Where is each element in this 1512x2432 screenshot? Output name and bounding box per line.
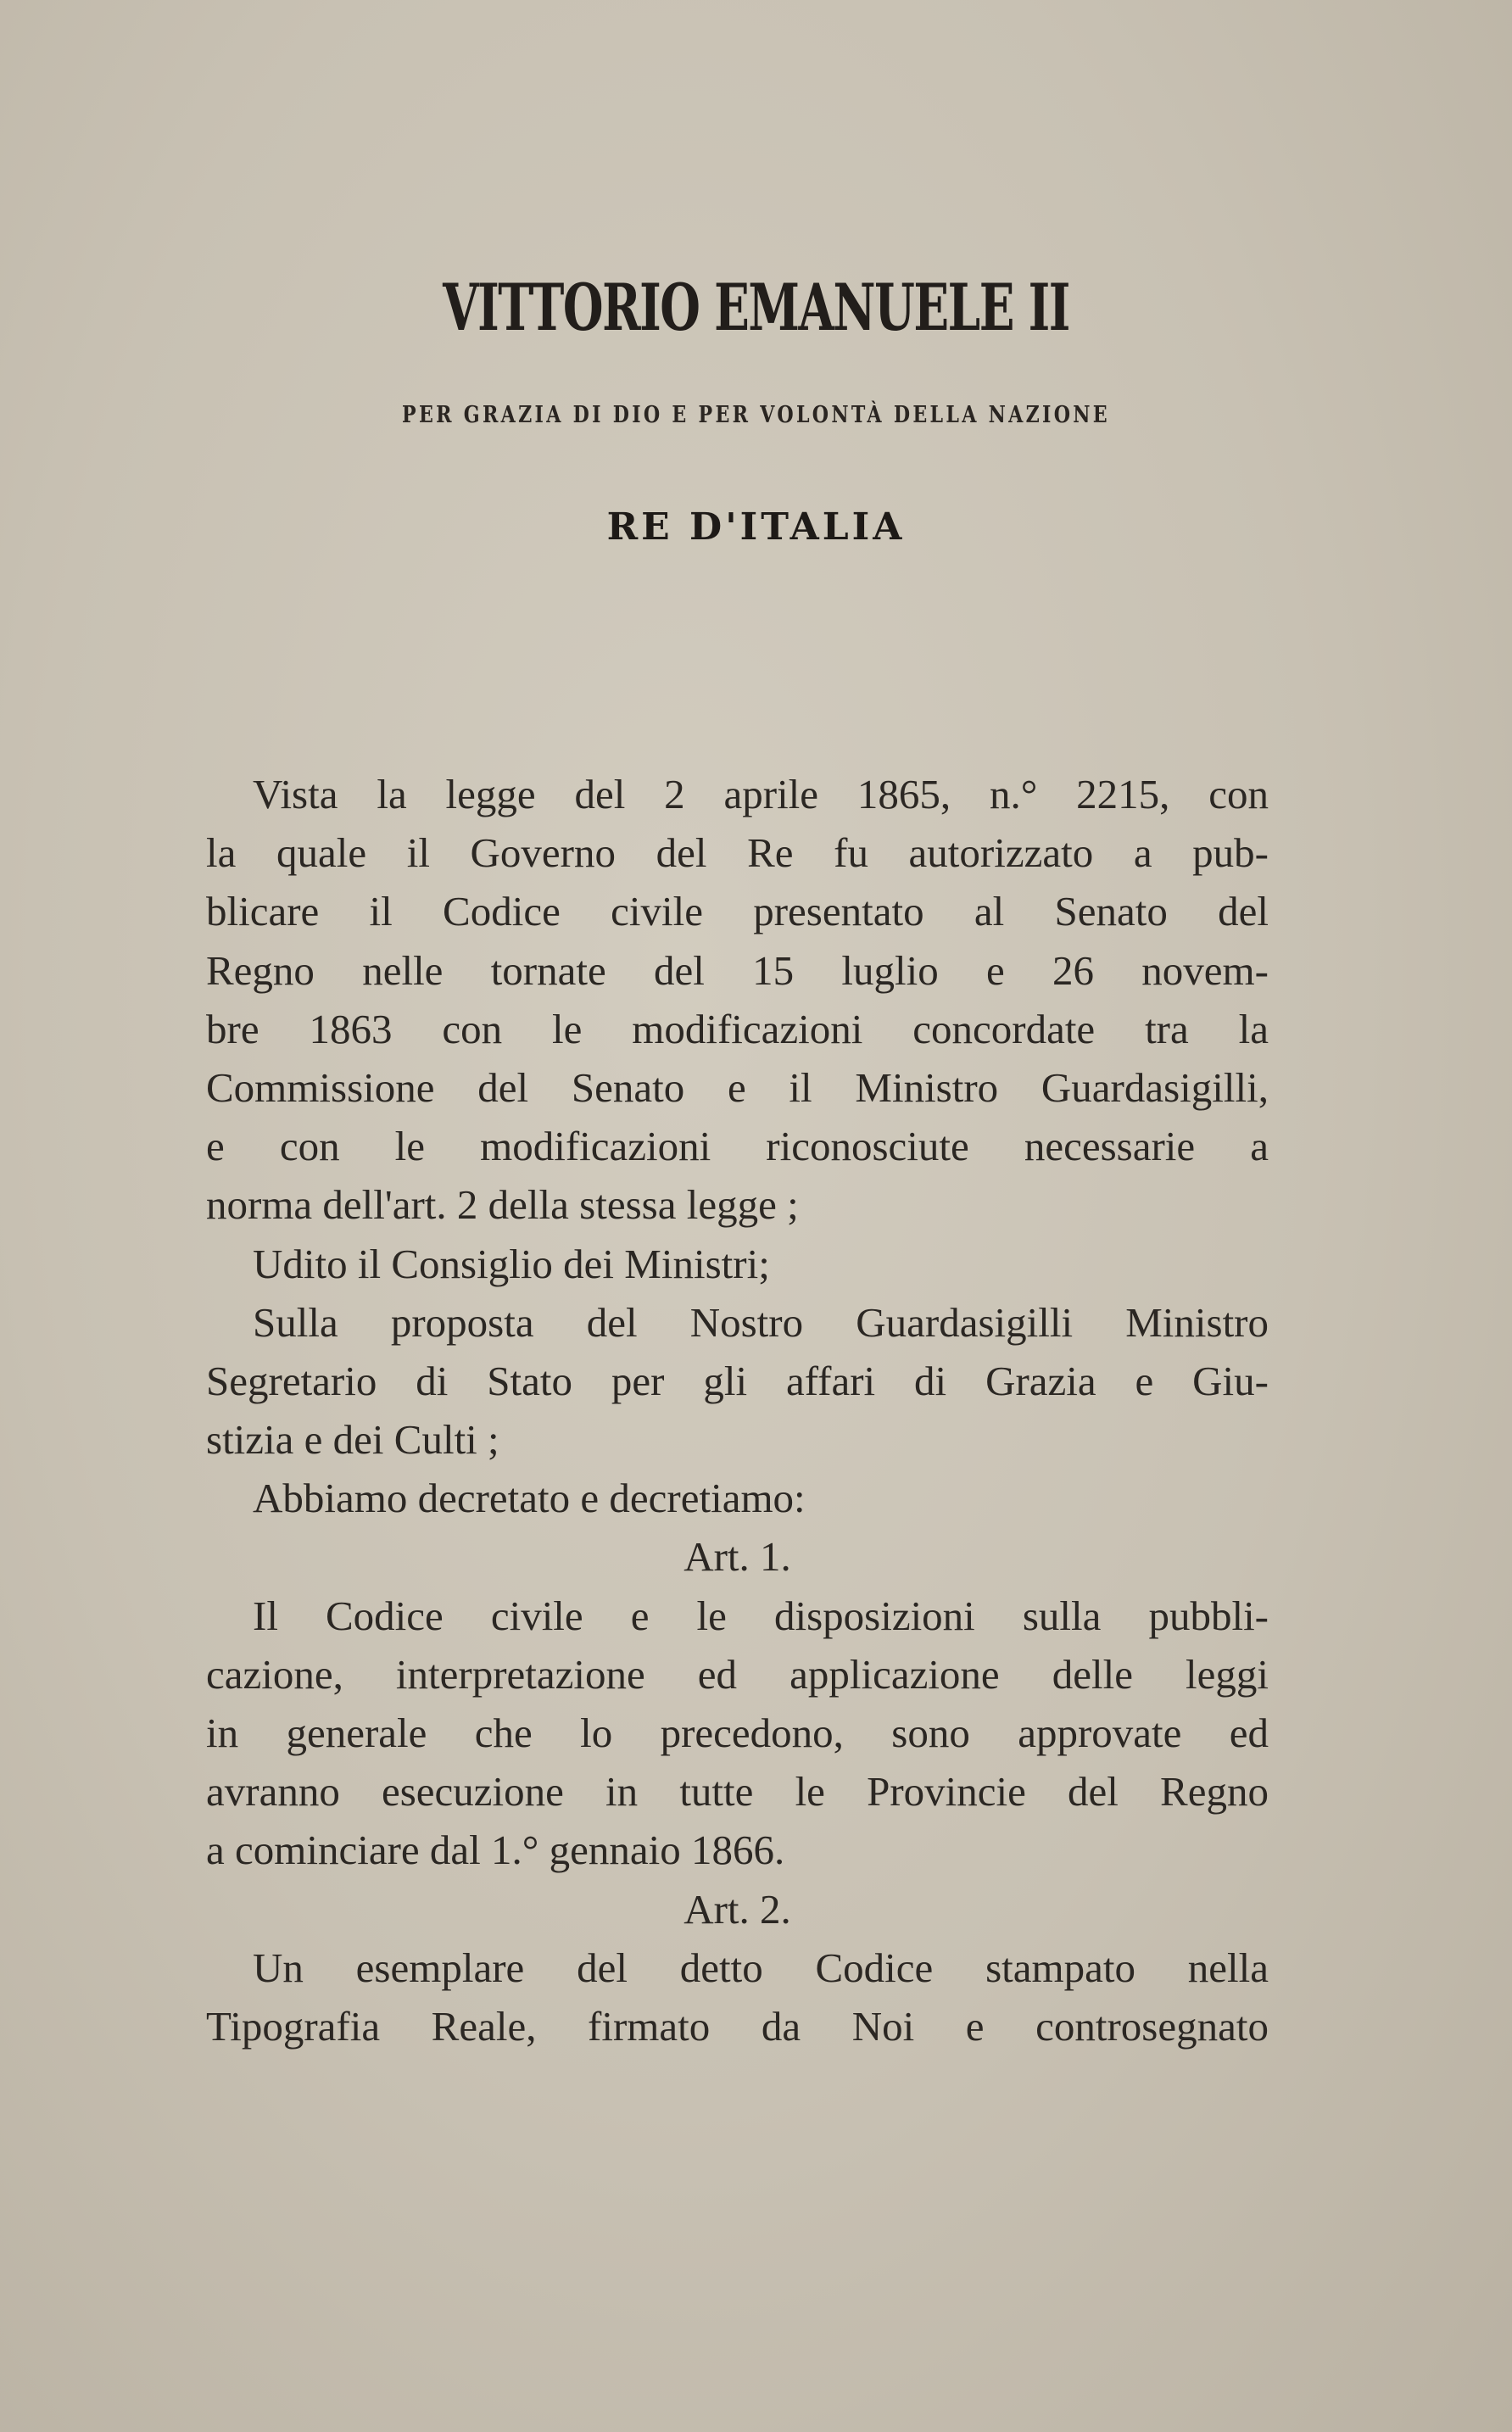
text-line: Un esemplare del detto Codice stampato nella (253, 1944, 1269, 1991)
article-heading: Art. 1. (683, 1533, 791, 1581)
text-line: stizia e dei Culti ; (206, 1416, 499, 1464)
text-line: Tipografia Reale, firmato da Noi e controsegnato (206, 2002, 1269, 2050)
text-line: Abbiamo decretato e decretiamo: (253, 1475, 806, 1522)
text-line: in generale che lo precedono, sono approvate ed (206, 1710, 1269, 1756)
text-line: cazione, interpretazione ed applicazione delle leggi (206, 1650, 1269, 1698)
text-line: Vista la legge del 2 aprile 1865, n.° 2215, con (253, 771, 1269, 817)
text-line: Il Codice civile e le disposizioni sulla pubbli- (253, 1592, 1269, 1639)
text-line: norma dell'art. 2 della stessa legge ; (206, 1181, 799, 1229)
text-line: Commissione del Senato e il Ministro Guardasigilli, (206, 1063, 1269, 1111)
text-line: Segretario di Stato per gli affari di Grazia e Giu- (206, 1357, 1269, 1404)
page-title: VITTORIO EMANUELE II (443, 270, 1069, 345)
royal-title: RE D'ITALIA (606, 505, 906, 549)
text-line: bre 1863 con le modificazioni concordate tra la (206, 1005, 1269, 1052)
text-line: Sulla proposta del Nostro Guardasigilli Ministro (253, 1298, 1269, 1346)
page-subtitle: PER GRAZIA DI DIO E PER VOLONTÀ DELLA NAZIONE (402, 402, 1110, 428)
text-line: e con le modificazioni riconosciute necessarie a (206, 1123, 1269, 1170)
text-line: Udito il Consiglio dei Ministri; (253, 1240, 770, 1287)
text-line: avranno esecuzione in tutte le Provincie del Regno (206, 1768, 1269, 1816)
decree-text (206, 765, 1269, 2055)
text-line: a cominciare dal 1.° gennaio 1866. (206, 1827, 785, 1874)
text-line: la quale il Governo del Re fu autorizzato a pub- (206, 829, 1269, 877)
article-heading: Art. 2. (683, 1885, 791, 1933)
text-line: blicare il Codice civile presentato al Senato del (206, 888, 1269, 935)
text-line: Regno nelle tornate del 15 luglio e 26 novem- (206, 946, 1269, 994)
